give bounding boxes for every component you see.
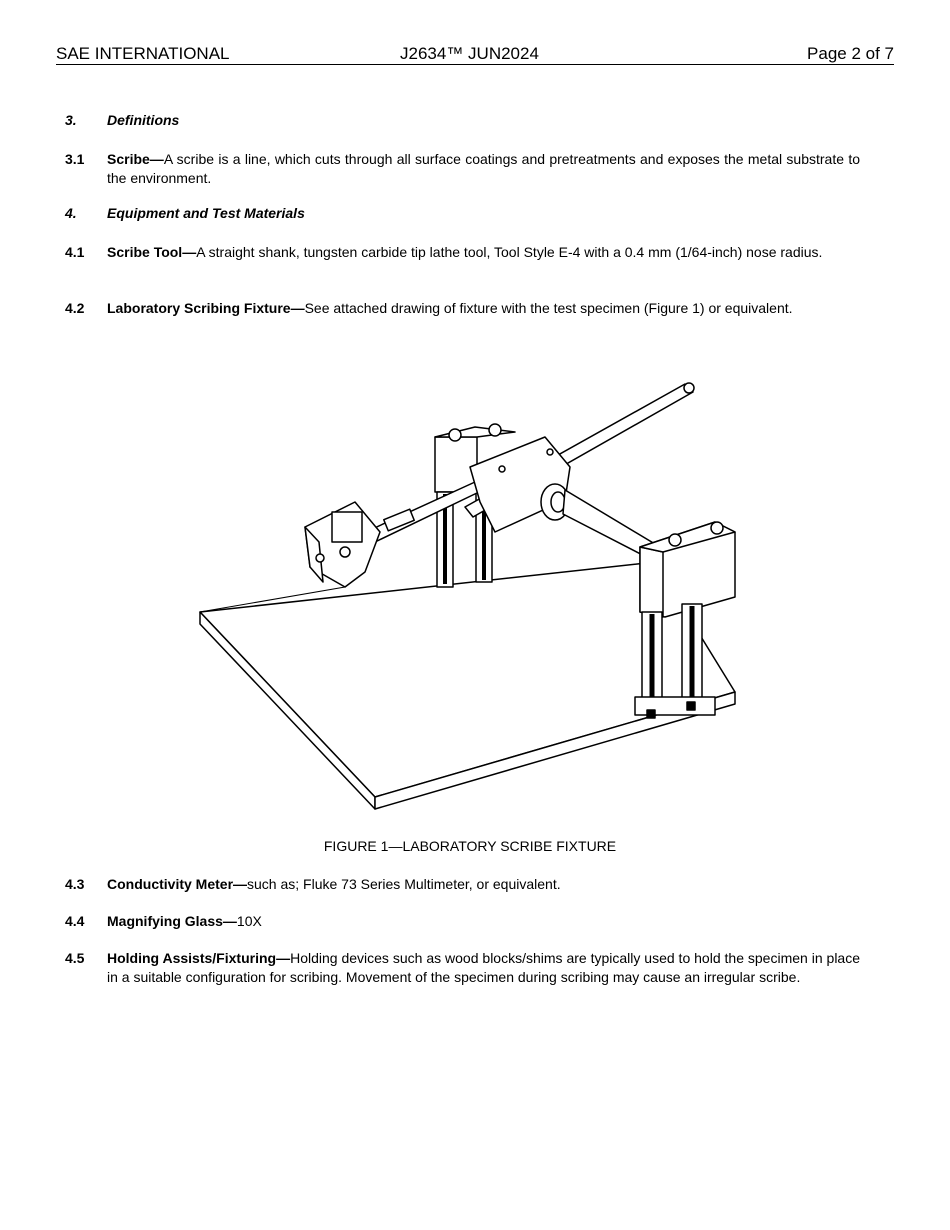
- paragraph-4-4: 4.4 Magnifying Glass—10X: [65, 913, 262, 929]
- term: Magnifying Glass—: [107, 913, 237, 929]
- term: Holding Assists/Fixturing—: [107, 950, 291, 966]
- figure-caption: FIGURE 1—LABORATORY SCRIBE FIXTURE: [323, 838, 617, 854]
- paragraph-4-3: 4.3 Conductivity Meter—such as; Fluke 73 Series Multimeter, or equivalent.: [65, 876, 561, 892]
- paragraph-3-1: 3.1 Scribe—A scribe is a line, which cuts through all surface coatings and pretreatments and exposes the metal substrate to the environment.: [65, 151, 860, 186]
- header-org: SAE INTERNATIONAL: [56, 44, 230, 63]
- term: Scribe—: [107, 151, 164, 167]
- section-heading-equipment: 4. Equipment and Test Materials: [65, 205, 305, 221]
- page-header: [56, 44, 894, 65]
- header-doc-number: J2634™ JUN2024: [400, 44, 539, 63]
- scribe-fixture-drawing: [195, 372, 740, 824]
- paragraph-4-5: 4.5 Holding Assists/Fixturing—Holding devices such as wood blocks/shims are typically used to hold the specimen in place in a suitable configuration for scribing. Movement of the specimen during scribing may cause an irregular scribe.: [65, 950, 861, 985]
- term: Conductivity Meter—: [107, 876, 248, 892]
- section-heading-definitions: 3. Definitions: [65, 112, 180, 128]
- paragraph-4-1: 4.1 Scribe Tool—A straight shank, tungsten carbide tip lathe tool, Tool Style E-4 with a 0.4 mm (1/64-inch) nose radius.: [65, 244, 823, 260]
- paragraph-4-2: 4.2 Laboratory Scribing Fixture—See attached drawing of fixture with the test specimen (Figure 1) or equivalent.: [65, 300, 793, 316]
- header-page-number: Page 2 of 7: [807, 44, 894, 63]
- term: Scribe Tool—: [107, 244, 197, 260]
- term: Laboratory Scribing Fixture—: [107, 300, 305, 316]
